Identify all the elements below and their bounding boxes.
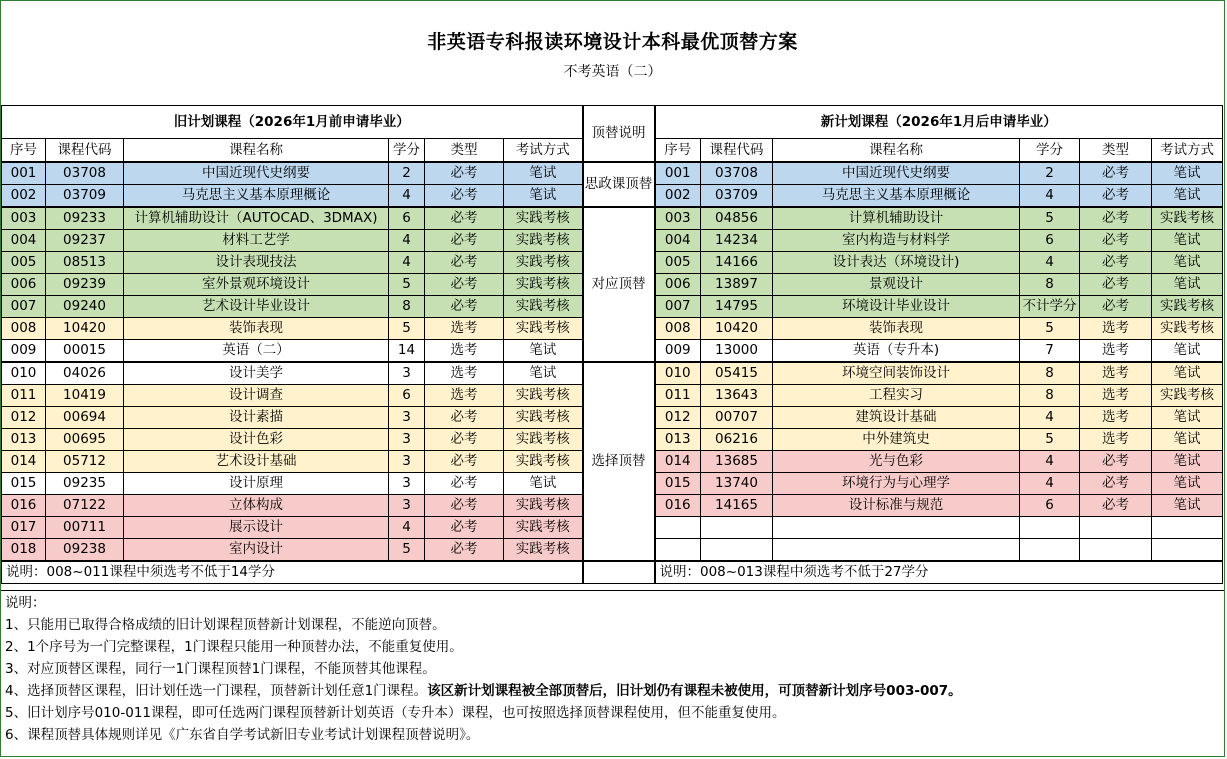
old-credit-cell: 3 xyxy=(389,429,425,451)
old-type-cell: 选考 xyxy=(425,318,504,340)
old-credit-cell: 6 xyxy=(389,207,425,230)
new-exam-cell: 笔试 xyxy=(1152,407,1223,429)
old-exam-cell: 实践考核 xyxy=(504,318,583,340)
old-seq-cell: 010 xyxy=(2,362,46,385)
old-plan-heading: 旧计划课程（2026年1月前申请毕业） xyxy=(2,106,583,139)
new-credit-cell: 4 xyxy=(1020,252,1080,274)
new-exam-cell: 笔试 xyxy=(1152,495,1223,517)
new-type-cell: 选考 xyxy=(1080,429,1152,451)
new-credit-cell: 8 xyxy=(1020,362,1080,385)
old-exam-cell: 实践考核 xyxy=(504,252,583,274)
new-name-cell: 环境行为与心理学 xyxy=(773,473,1020,495)
new-code-cell: 13643 xyxy=(701,385,773,407)
old-exam-cell: 实践考核 xyxy=(504,495,583,517)
old-type-cell: 必考 xyxy=(425,517,504,539)
new-name-cell: 环境设计毕业设计 xyxy=(773,296,1020,318)
old-seq-cell: 012 xyxy=(2,407,46,429)
new-code-cell: 13685 xyxy=(701,451,773,473)
new-name-cell: 设计标准与规范 xyxy=(773,495,1020,517)
old-name-cell: 艺术设计毕业设计 xyxy=(124,296,389,318)
old-seq-cell: 005 xyxy=(2,252,46,274)
old-seq-cell: 003 xyxy=(2,207,46,230)
old-code-cell: 04026 xyxy=(46,362,124,385)
old-exam-cell: 笔试 xyxy=(504,473,583,495)
old-type-cell: 必考 xyxy=(425,274,504,296)
new-seq-cell: 006 xyxy=(655,274,701,296)
new-type-cell: 必考 xyxy=(1080,185,1152,208)
new-name-cell: 光与色彩 xyxy=(773,451,1020,473)
new-code-cell: 06216 xyxy=(701,429,773,451)
new-credit-cell: 不计学分 xyxy=(1020,296,1080,318)
new-seq-cell xyxy=(655,539,701,562)
old-code-cell: 09237 xyxy=(46,230,124,252)
old-credit-cell: 2 xyxy=(389,162,425,185)
old-name-cell: 室内设计 xyxy=(124,539,389,562)
old-credit-cell: 4 xyxy=(389,252,425,274)
old-seq-cell: 011 xyxy=(2,385,46,407)
old-seq-cell: 018 xyxy=(2,539,46,562)
old-credit-cell: 5 xyxy=(389,318,425,340)
new-exam-cell: 笔试 xyxy=(1152,473,1223,495)
old-name-cell: 艺术设计基础 xyxy=(124,451,389,473)
old-type-cell: 必考 xyxy=(425,539,504,562)
old-seq-cell: 013 xyxy=(2,429,46,451)
old-code-cell: 03709 xyxy=(46,185,124,208)
old-exam-cell: 实践考核 xyxy=(504,451,583,473)
old-col-exam: 考试方式 xyxy=(504,139,583,163)
new-code-cell: 14795 xyxy=(701,296,773,318)
new-exam-cell: 笔试 xyxy=(1152,340,1223,363)
table-row xyxy=(2,207,1223,230)
new-name-cell: 景观设计 xyxy=(773,274,1020,296)
old-seq-cell: 001 xyxy=(2,162,46,185)
old-name-cell: 英语（二） xyxy=(124,340,389,363)
new-credit-cell: 4 xyxy=(1020,473,1080,495)
new-type-cell: 选考 xyxy=(1080,340,1152,363)
note-item: 3、对应顶替区课程，同行一1门课程顶替1门课程，不能顶替其他课程。 xyxy=(5,661,436,677)
old-name-cell: 设计原理 xyxy=(124,473,389,495)
new-type-cell: 选考 xyxy=(1080,362,1152,385)
old-type-cell: 必考 xyxy=(425,252,504,274)
new-seq-cell: 010 xyxy=(655,362,701,385)
old-code-cell: 07122 xyxy=(46,495,124,517)
new-name-cell: 设计表达（环境设计) xyxy=(773,252,1020,274)
old-name-cell: 立体构成 xyxy=(124,495,389,517)
old-type-cell: 选考 xyxy=(425,340,504,363)
old-exam-cell: 笔试 xyxy=(504,185,583,208)
new-type-cell: 必考 xyxy=(1080,230,1152,252)
group-choice-substitute: 选择顶替 xyxy=(583,362,655,561)
old-credit-cell: 4 xyxy=(389,517,425,539)
new-exam-cell: 笔试 xyxy=(1152,252,1223,274)
old-credit-cell: 3 xyxy=(389,407,425,429)
old-name-cell: 装饰表现 xyxy=(124,318,389,340)
new-seq-cell: 004 xyxy=(655,230,701,252)
new-exam-cell: 实践考核 xyxy=(1152,296,1223,318)
old-type-cell: 必考 xyxy=(425,429,504,451)
old-exam-cell: 笔试 xyxy=(504,162,583,185)
old-name-cell: 计算机辅助设计（AUTOCAD、3DMAX) xyxy=(124,207,389,230)
old-credit-cell: 3 xyxy=(389,495,425,517)
old-col-type: 类型 xyxy=(425,139,504,163)
old-col-code: 课程代码 xyxy=(46,139,124,163)
new-seq-cell xyxy=(655,517,701,539)
group-politics-substitute: 思政课顶替 xyxy=(583,162,655,207)
note-item: 6、课程顶替具体规则详见《广东省自学考试新旧专业考试计划课程顶替说明》。 xyxy=(5,727,480,743)
new-code-cell: 14165 xyxy=(701,495,773,517)
new-credit-cell: 7 xyxy=(1020,340,1080,363)
old-credit-cell: 3 xyxy=(389,451,425,473)
new-code-cell: 10420 xyxy=(701,318,773,340)
old-seq-cell: 017 xyxy=(2,517,46,539)
new-seq-cell: 007 xyxy=(655,296,701,318)
old-type-cell: 必考 xyxy=(425,473,504,495)
old-exam-cell: 实践考核 xyxy=(504,274,583,296)
new-credit-cell: 5 xyxy=(1020,429,1080,451)
old-credit-cell: 6 xyxy=(389,385,425,407)
new-seq-cell: 011 xyxy=(655,385,701,407)
table-row xyxy=(2,162,1223,185)
old-seq-cell: 015 xyxy=(2,473,46,495)
new-type-cell: 必考 xyxy=(1080,451,1152,473)
old-name-cell: 马克思主义基本原理概论 xyxy=(124,185,389,208)
new-name-cell: 建筑设计基础 xyxy=(773,407,1020,429)
old-credit-cell: 14 xyxy=(389,340,425,363)
new-code-cell: 14234 xyxy=(701,230,773,252)
old-exam-cell: 笔试 xyxy=(504,362,583,385)
new-type-cell: 必考 xyxy=(1080,495,1152,517)
new-name-cell: 中国近现代史纲要 xyxy=(773,162,1020,185)
new-plan-heading: 新计划课程（2026年1月后申请毕业） xyxy=(655,106,1223,139)
new-seq-cell: 015 xyxy=(655,473,701,495)
new-type-cell xyxy=(1080,539,1152,562)
old-type-cell: 必考 xyxy=(425,495,504,517)
old-code-cell: 09233 xyxy=(46,207,124,230)
old-seq-cell: 004 xyxy=(2,230,46,252)
new-type-cell: 选考 xyxy=(1080,318,1152,340)
old-credit-cell: 4 xyxy=(389,185,425,208)
new-name-cell: 工程实习 xyxy=(773,385,1020,407)
old-exam-cell: 实践考核 xyxy=(504,296,583,318)
new-col-exam: 考试方式 xyxy=(1152,139,1223,163)
old-type-cell: 必考 xyxy=(425,162,504,185)
new-exam-cell: 实践考核 xyxy=(1152,318,1223,340)
new-name-cell: 计算机辅助设计 xyxy=(773,207,1020,230)
old-seq-cell: 009 xyxy=(2,340,46,363)
old-name-cell: 展示设计 xyxy=(124,517,389,539)
old-name-cell: 设计美学 xyxy=(124,362,389,385)
old-exam-cell: 实践考核 xyxy=(504,230,583,252)
new-type-cell xyxy=(1080,517,1152,539)
new-code-cell: 13897 xyxy=(701,274,773,296)
new-exam-cell: 实践考核 xyxy=(1152,385,1223,407)
old-type-cell: 选考 xyxy=(425,385,504,407)
new-seq-cell: 005 xyxy=(655,252,701,274)
old-code-cell: 00694 xyxy=(46,407,124,429)
new-type-cell: 选考 xyxy=(1080,385,1152,407)
new-seq-cell: 009 xyxy=(655,340,701,363)
new-type-cell: 必考 xyxy=(1080,274,1152,296)
new-exam-cell: 笔试 xyxy=(1152,185,1223,208)
new-type-cell: 必考 xyxy=(1080,252,1152,274)
new-credit-cell: 8 xyxy=(1020,274,1080,296)
new-credit-cell: 6 xyxy=(1020,230,1080,252)
new-exam-cell xyxy=(1152,517,1223,539)
old-code-cell: 09239 xyxy=(46,274,124,296)
old-exam-cell: 实践考核 xyxy=(504,407,583,429)
notes-heading: 说明： xyxy=(5,595,46,611)
note-item-4-bold: 该区新计划课程被全部顶替后，旧计划仍有课程未被使用，可顶替新计划序号003-007。 xyxy=(427,683,962,699)
new-exam-cell: 笔试 xyxy=(1152,429,1223,451)
new-name-cell xyxy=(773,517,1020,539)
new-exam-cell: 笔试 xyxy=(1152,362,1223,385)
new-credit-cell: 5 xyxy=(1020,207,1080,230)
new-code-cell: 13000 xyxy=(701,340,773,363)
old-exam-cell: 笔试 xyxy=(504,340,583,363)
old-name-cell: 设计色彩 xyxy=(124,429,389,451)
new-credit-cell: 8 xyxy=(1020,385,1080,407)
new-credit-cell: 5 xyxy=(1020,318,1080,340)
new-exam-cell: 笔试 xyxy=(1152,162,1223,185)
new-type-cell: 必考 xyxy=(1080,162,1152,185)
old-code-cell: 09240 xyxy=(46,296,124,318)
page-title: 非英语专科报读环境设计本科最优顶替方案 xyxy=(427,31,798,53)
new-code-cell: 00707 xyxy=(701,407,773,429)
old-name-cell: 设计表现技法 xyxy=(124,252,389,274)
new-name-cell: 室内构造与材料学 xyxy=(773,230,1020,252)
table-row xyxy=(2,362,1223,385)
substitution-heading: 顶替说明 xyxy=(583,106,655,163)
new-seq-cell: 014 xyxy=(655,451,701,473)
old-credit-cell: 8 xyxy=(389,296,425,318)
new-code-cell: 03709 xyxy=(701,185,773,208)
new-credit-cell: 4 xyxy=(1020,185,1080,208)
old-code-cell: 05712 xyxy=(46,451,124,473)
new-exam-cell: 笔试 xyxy=(1152,274,1223,296)
group-direct-substitute: 对应顶替 xyxy=(583,207,655,362)
old-exam-cell: 实践考核 xyxy=(504,385,583,407)
new-credit-cell: 4 xyxy=(1020,451,1080,473)
old-name-cell: 室外景观环境设计 xyxy=(124,274,389,296)
section-header-row xyxy=(2,106,1223,139)
new-exam-cell: 笔试 xyxy=(1152,451,1223,473)
note-item: 5、旧计划序号010-011课程，即可任选两门课程顶替新计划英语（专升本）课程，也可按照选择顶替课程使用，但不能重复使用。 xyxy=(5,705,786,721)
new-type-cell: 选考 xyxy=(1080,407,1152,429)
new-code-cell: 14166 xyxy=(701,252,773,274)
note-item: 2、1个序号为一门完整课程，1门课程只能用一种顶替办法，不能重复使用。 xyxy=(5,639,463,655)
new-name-cell: 装饰表现 xyxy=(773,318,1020,340)
new-type-cell: 必考 xyxy=(1080,296,1152,318)
new-seq-cell: 016 xyxy=(655,495,701,517)
new-credit-cell: 2 xyxy=(1020,162,1080,185)
middle-note-blank xyxy=(583,561,655,584)
old-type-cell: 必考 xyxy=(425,207,504,230)
new-col-credit: 学分 xyxy=(1020,139,1080,163)
new-code-cell: 13740 xyxy=(701,473,773,495)
old-exam-cell: 实践考核 xyxy=(504,517,583,539)
new-name-cell xyxy=(773,539,1020,562)
new-code-cell: 05415 xyxy=(701,362,773,385)
new-seq-cell: 003 xyxy=(655,207,701,230)
page-subtitle: 不考英语（二） xyxy=(563,64,662,80)
new-code-cell xyxy=(701,517,773,539)
old-credit-cell: 3 xyxy=(389,473,425,495)
old-code-cell: 03708 xyxy=(46,162,124,185)
new-seq-cell: 012 xyxy=(655,407,701,429)
new-code-cell: 04856 xyxy=(701,207,773,230)
old-code-cell: 10419 xyxy=(46,385,124,407)
old-seq-cell: 007 xyxy=(2,296,46,318)
note-item: 1、只能用已取得合格成绩的旧计划课程顶替新计划课程，不能逆向顶替。 xyxy=(5,617,446,633)
old-code-cell: 09235 xyxy=(46,473,124,495)
new-name-cell: 环境空间装饰设计 xyxy=(773,362,1020,385)
old-type-cell: 选考 xyxy=(425,362,504,385)
new-exam-cell: 笔试 xyxy=(1152,230,1223,252)
new-col-type: 类型 xyxy=(1080,139,1152,163)
new-plan-note: 说明：008~013课程中须选考不低于27学分 xyxy=(655,561,1223,584)
old-name-cell: 中国近现代史纲要 xyxy=(124,162,389,185)
old-name-cell: 设计调查 xyxy=(124,385,389,407)
old-name-cell: 材料工艺学 xyxy=(124,230,389,252)
old-seq-cell: 002 xyxy=(2,185,46,208)
note-item-4-text: 4、选择顶替区课程，旧计划任选一门课程，顶替新计划任意1门课程。 xyxy=(5,683,428,699)
new-name-cell: 马克思主义基本原理概论 xyxy=(773,185,1020,208)
old-type-cell: 必考 xyxy=(425,230,504,252)
old-code-cell: 00711 xyxy=(46,517,124,539)
notes-section xyxy=(1,590,1224,756)
new-seq-cell: 008 xyxy=(655,318,701,340)
old-seq-cell: 008 xyxy=(2,318,46,340)
old-credit-cell: 4 xyxy=(389,230,425,252)
new-exam-cell: 实践考核 xyxy=(1152,207,1223,230)
old-code-cell: 08513 xyxy=(46,252,124,274)
new-type-cell: 必考 xyxy=(1080,473,1152,495)
old-name-cell: 设计素描 xyxy=(124,407,389,429)
new-type-cell: 必考 xyxy=(1080,207,1152,230)
old-exam-cell: 实践考核 xyxy=(504,539,583,562)
old-col-no: 序号 xyxy=(2,139,46,163)
note-item-4 xyxy=(5,681,962,701)
old-plan-note: 说明：008~011课程中须选考不低于14学分 xyxy=(2,561,583,584)
substitution-table xyxy=(1,105,1223,584)
old-code-cell: 09238 xyxy=(46,539,124,562)
new-name-cell: 英语（专升本) xyxy=(773,340,1020,363)
old-code-cell: 10420 xyxy=(46,318,124,340)
new-col-name: 课程名称 xyxy=(773,139,1020,163)
old-credit-cell: 5 xyxy=(389,274,425,296)
old-col-name: 课程名称 xyxy=(124,139,389,163)
old-code-cell: 00695 xyxy=(46,429,124,451)
old-col-credit: 学分 xyxy=(389,139,425,163)
new-exam-cell xyxy=(1152,539,1223,562)
new-seq-cell: 001 xyxy=(655,162,701,185)
old-exam-cell: 实践考核 xyxy=(504,429,583,451)
table-note-row xyxy=(2,561,1223,584)
new-credit-cell xyxy=(1020,517,1080,539)
old-exam-cell: 实践考核 xyxy=(504,207,583,230)
old-type-cell: 必考 xyxy=(425,407,504,429)
new-col-no: 序号 xyxy=(655,139,701,163)
new-seq-cell: 013 xyxy=(655,429,701,451)
new-col-code: 课程代码 xyxy=(701,139,773,163)
new-code-cell: 03708 xyxy=(701,162,773,185)
old-type-cell: 必考 xyxy=(425,296,504,318)
new-credit-cell: 6 xyxy=(1020,495,1080,517)
old-type-cell: 必考 xyxy=(425,451,504,473)
old-seq-cell: 016 xyxy=(2,495,46,517)
new-code-cell xyxy=(701,539,773,562)
old-code-cell: 00015 xyxy=(46,340,124,363)
new-name-cell: 中外建筑史 xyxy=(773,429,1020,451)
new-seq-cell: 002 xyxy=(655,185,701,208)
old-seq-cell: 006 xyxy=(2,274,46,296)
new-credit-cell xyxy=(1020,539,1080,562)
old-credit-cell: 5 xyxy=(389,539,425,562)
new-credit-cell: 4 xyxy=(1020,407,1080,429)
old-seq-cell: 014 xyxy=(2,451,46,473)
old-type-cell: 必考 xyxy=(425,185,504,208)
old-credit-cell: 3 xyxy=(389,362,425,385)
